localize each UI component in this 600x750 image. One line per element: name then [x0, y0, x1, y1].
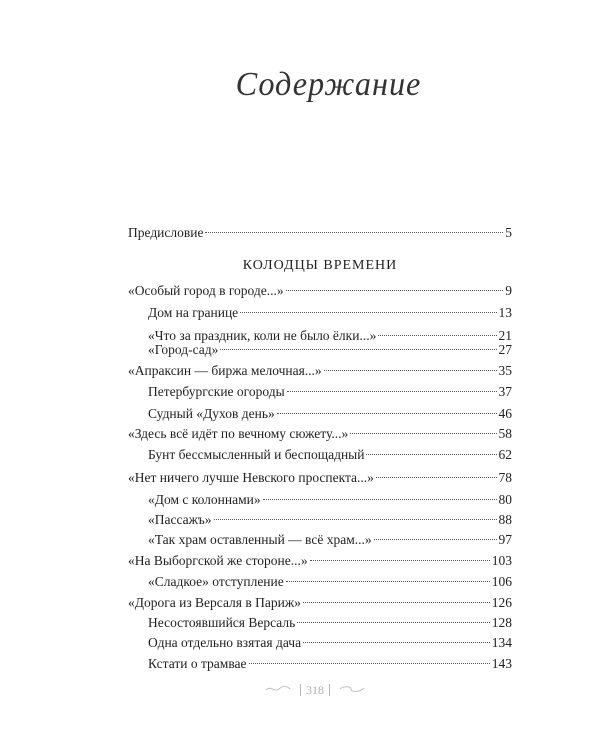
dot-leader: [286, 581, 490, 582]
toc-entry-title: «Дом с колоннами»: [148, 492, 261, 507]
toc-entry: [148, 304, 512, 322]
toc-entry-title: «Здесь всё идёт по вечному сюжету...»: [128, 426, 349, 441]
toc-entry-title: «Особый город в городе...»: [128, 283, 284, 298]
page-footer: [0, 682, 600, 698]
toc-entry: [148, 655, 512, 673]
toc-entry-page: 5: [505, 225, 512, 240]
toc-entry-page: 35: [498, 363, 512, 378]
toc-entry-page: 126: [491, 595, 512, 610]
toc-entry-title: Дом на границе: [148, 305, 239, 320]
page-title: Содержание: [235, 66, 422, 103]
toc-entry-title: «Так храм оставленный — всё храм...»: [148, 532, 372, 547]
right-ornament-icon: [339, 682, 365, 698]
dot-leader: [374, 539, 497, 540]
toc-entry-page: 88: [498, 512, 512, 527]
toc-entry-page: 37: [498, 384, 512, 399]
divider: [300, 684, 301, 696]
toc-entry-title: Несостоявшийся Версаль: [148, 615, 296, 630]
toc-entry-title: «На Выборгской же стороне...»: [128, 553, 308, 568]
dot-leader: [205, 232, 503, 233]
toc-entry-title: «Дорога из Версаля в Париж»: [128, 595, 301, 610]
toc-entry: [148, 405, 512, 423]
dot-leader: [249, 663, 490, 664]
toc-entry: [128, 552, 512, 570]
dot-leader: [286, 290, 504, 291]
toc-entry-title: Петербургские огороды: [148, 384, 285, 399]
toc-entry: [148, 341, 512, 359]
toc-entry-page: 21: [498, 328, 512, 343]
toc-entry-title: «Сладкое» отступление: [148, 574, 284, 589]
section-heading: КОЛОДЦЫ ВРЕМЕНИ: [242, 258, 398, 273]
toc-entry-title: Судный «Духов день»: [148, 406, 275, 421]
dot-leader: [376, 477, 497, 478]
toc-entry-page: 97: [498, 532, 512, 547]
dot-leader: [240, 312, 496, 313]
dot-leader: [303, 642, 490, 643]
dot-leader: [310, 560, 490, 561]
dot-leader: [214, 519, 497, 520]
dot-leader: [287, 391, 497, 392]
dot-leader: [378, 335, 496, 336]
toc-entry: [128, 469, 512, 487]
toc-entry-page: 80: [498, 492, 512, 507]
toc-entry: [128, 425, 512, 443]
toc-entry: [148, 383, 512, 401]
toc-entry-page: 58: [498, 426, 512, 441]
dot-leader: [303, 602, 490, 603]
toc-entry: [128, 282, 512, 300]
toc-entry: [128, 594, 512, 612]
toc-entry-page: 46: [498, 406, 512, 421]
dot-leader: [366, 454, 496, 455]
toc-entry: [148, 531, 512, 549]
toc-entry: [148, 446, 512, 464]
toc-entry-page: 13: [498, 305, 512, 320]
page-number: 318: [306, 682, 324, 697]
toc-entry-page: 27: [498, 342, 512, 357]
toc-entry: [148, 573, 512, 591]
toc-entry-page: 134: [491, 635, 512, 650]
toc-entry-page: 9: [505, 283, 512, 298]
toc-entry-page: 103: [491, 553, 512, 568]
toc-entry-preface: [128, 224, 512, 242]
toc-entry-page: 128: [491, 615, 512, 630]
toc-entry-title: «Город-сад»: [148, 342, 219, 357]
left-ornament-icon: [265, 682, 291, 698]
toc-entry-title: Предисловие: [128, 225, 204, 240]
dot-leader: [220, 349, 496, 350]
toc-entry-title: Кстати о трамвае: [148, 656, 247, 671]
dot-leader: [297, 622, 489, 623]
dot-leader: [277, 413, 497, 414]
divider: [329, 684, 330, 696]
dot-leader: [263, 499, 497, 500]
dot-leader: [324, 370, 497, 371]
toc-entry-title: Бунт бессмысленный и беспощадный: [148, 447, 365, 462]
toc-entry-title: «Пассажъ»: [148, 512, 212, 527]
toc-entry-page: 143: [491, 656, 512, 671]
toc-entry-page: 62: [498, 447, 512, 462]
toc-entry: [148, 491, 512, 509]
toc-entry: [148, 634, 512, 652]
dot-leader: [350, 433, 496, 434]
toc-entry-page: 78: [498, 470, 512, 485]
toc-entry-page: 106: [491, 574, 512, 589]
toc-entry: [128, 362, 512, 380]
toc-entry-title: «Что за праздник, коли не было ёлки...»: [148, 328, 377, 343]
toc-entry: [148, 614, 512, 632]
toc-entry-title: «Апраксин — биржа мелочная...»: [128, 363, 322, 378]
toc-entry-title: Одна отдельно взятая дача: [148, 635, 302, 650]
toc-entry: [148, 511, 512, 529]
toc-entry-title: «Нет ничего лучше Невского проспекта...»: [128, 470, 374, 485]
